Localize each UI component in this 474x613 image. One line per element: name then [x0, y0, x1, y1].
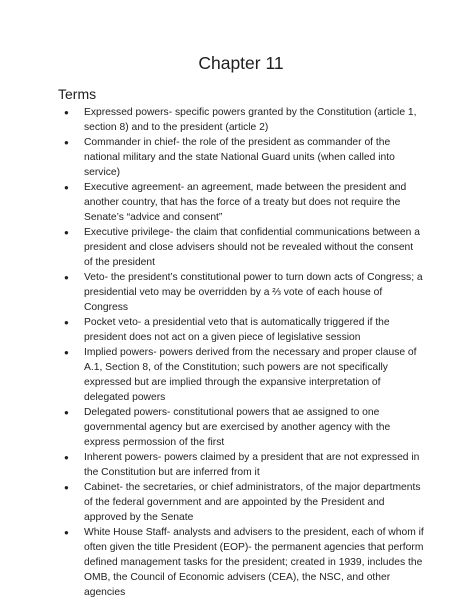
chapter-title: Chapter 11: [198, 53, 284, 73]
term-executive-agreement: [58, 180, 424, 225]
term-executive-privilege: [58, 225, 424, 270]
term-text: Pocket veto- a presidential veto that is automatically triggered if the president does not act on a given piece of legislative session: [84, 317, 390, 343]
term-white-house-staff: [58, 525, 424, 600]
term-text: Inherent powers- powers claimed by a president that are not expressed in the Constitution but are inferred from it: [84, 452, 420, 478]
term-implied-powers: [58, 345, 424, 405]
bullet-icon: ●: [64, 138, 69, 147]
term-commander-in-chief: [58, 135, 424, 180]
term-text: Implied powers- powers derived from the necessary and proper clause of A.1, Section 8, of the Constitution; such powers are not specifically expressed but are implied through the expansive interpretation of delegated powers: [84, 347, 417, 403]
bullet-icon: ●: [64, 273, 69, 282]
bullet-icon: ●: [64, 483, 69, 492]
bullet-icon: ●: [64, 183, 69, 192]
term-expressed-powers: [58, 105, 424, 135]
bullet-icon: ●: [64, 348, 69, 357]
terms-list: [58, 105, 424, 600]
term-pocket-veto: [58, 315, 424, 345]
term-text: Executive privilege- the claim that confidential communications between a president and close advisers should not be revealed without the consent of the president: [84, 227, 420, 268]
term-veto: [58, 270, 424, 315]
term-delegated-powers: [58, 405, 424, 450]
term-text: Commander in chief- the role of the president as commander of the national military and the state National Guard units (when called into service): [84, 137, 395, 178]
term-text: Cabinet- the secretaries, or chief administrators, of the major departments of the federal government and are appointed by the President and approved by the Senate: [84, 482, 421, 523]
bullet-icon: ●: [64, 228, 69, 237]
term-text: Veto- the president’s constitutional power to turn down acts of Congress; a presidential veto may be overridden by a ⅔ vote of each house of Congress: [84, 272, 423, 313]
term-text: White House Staff- analysts and advisers to the president, each of whom if often given the title President (EOP)- the permanent agencies that perform defined management tasks for the president; created in 1939, includes the OMB, the Council of Economic advisers (CEA), the NSC, and other agencies: [84, 527, 424, 598]
term-inherent-powers: [58, 450, 424, 480]
bullet-icon: ●: [64, 408, 69, 417]
bullet-icon: ●: [64, 318, 69, 327]
bullet-icon: ●: [64, 453, 69, 462]
term-text: Expressed powers- specific powers granted by the Constitution (article 1, section 8) and to the president (article 2): [84, 107, 417, 133]
bullet-icon: ●: [64, 108, 69, 117]
bullet-icon: ●: [64, 528, 69, 537]
term-text: Executive agreement- an agreement, made between the president and another country, that has the force of a treaty but does not require the Senate’s “advice and consent”: [84, 182, 407, 223]
term-text: Delegated powers- constitutional powers that ae assigned to one governmental agency but are exercised by another agency with the express permossion of the first: [84, 407, 391, 448]
term-cabinet: [58, 480, 424, 525]
terms-heading: Terms: [58, 86, 97, 102]
